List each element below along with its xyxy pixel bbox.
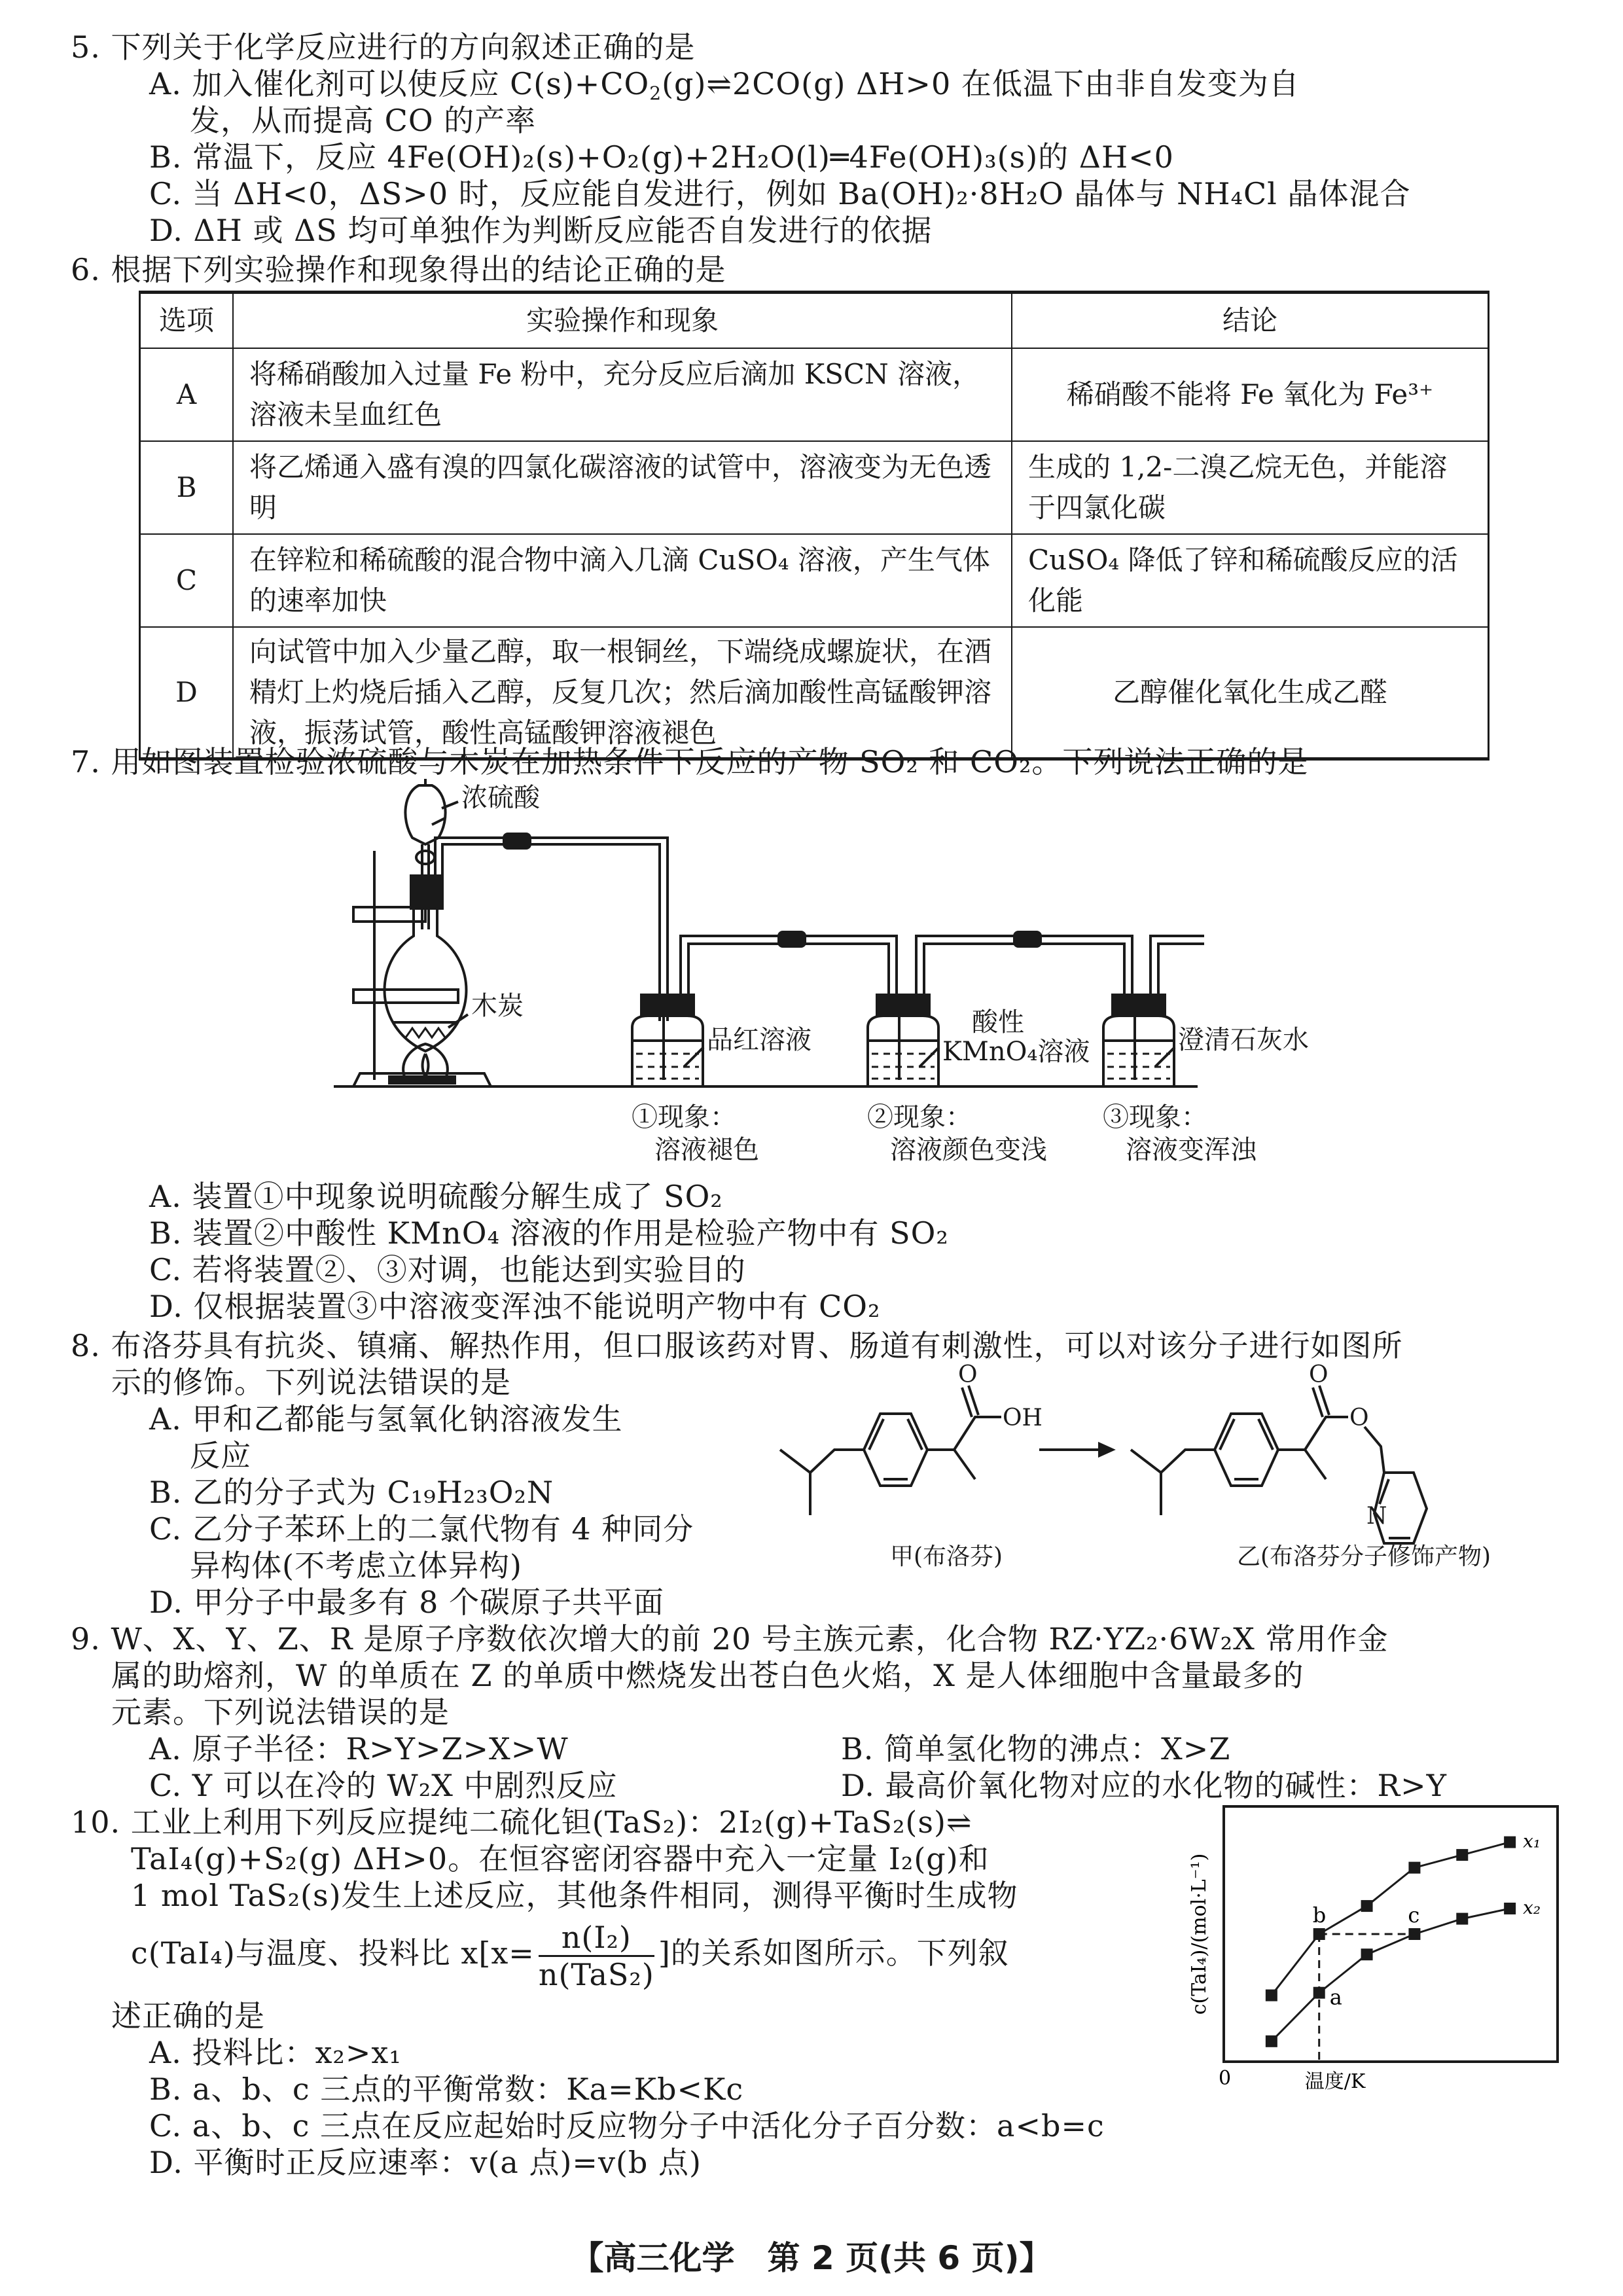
data-point <box>1456 1849 1468 1861</box>
q10-stem-line4 <box>131 1914 1009 1992</box>
label-bottle-3: 澄清石灰水 <box>1178 1025 1309 1055</box>
q8-option-c-line2: 异构体(不考虑立体异构) <box>190 1548 522 1583</box>
point-label-a: a <box>1329 1984 1342 2010</box>
cell-conclusion: 乙醇催化氧化生成乙醛 <box>1012 627 1489 759</box>
q10-stem-line5: 述正确的是 <box>111 1998 265 2034</box>
cell-option: C <box>140 534 234 627</box>
col-header-conclusion: 结论 <box>1012 293 1489 349</box>
q10-stem-line1: 10. 工业上利用下列反应提纯二硫化钽(TaS₂)：2I₂(g)+TaS₂(s)⇌ <box>71 1804 972 1840</box>
q8-molecule-diagram <box>772 1361 1584 1584</box>
q8-option-a-line1: A. 甲和乙都能与氢氧化钠溶液发生 <box>149 1401 623 1437</box>
q7-option-b: B. 装置②中酸性 KMnO₄ 溶液的作用是检验产物中有 SO₂ <box>149 1215 949 1251</box>
q9-stem-line3: 元素。下列说法错误的是 <box>111 1695 450 1730</box>
table-header-row <box>140 293 1489 349</box>
series-label-2: x₂ <box>1523 1897 1541 1918</box>
q8-stem-line1: 8. 布洛芬具有抗炎、镇痛、解热作用，但口服该药对胃、肠道有刺激性，可以对该分子进行如图所 <box>71 1328 1403 1363</box>
feed-ratio-fraction <box>539 1920 654 1992</box>
ibuprofen-structure <box>780 1386 1001 1515</box>
cell-operation: 将乙烯通入盛有溴的四氯化碳溶液的试管中，溶液变为无色透明 <box>233 441 1012 534</box>
fraction-denominator: n(TaS₂) <box>538 1956 654 1992</box>
q10-stem-line3: 1 mol TaS₂(s)发生上述反应，其他条件相同，测得平衡时生成物 <box>131 1878 1018 1913</box>
q7-stem: 7. 用如图装置检验浓硫酸与木炭在加热条件下反应的产物 SO₂ 和 CO₂。下列说法正确的是 <box>71 744 1309 780</box>
table-row <box>140 627 1489 759</box>
data-point <box>1361 1948 1373 1960</box>
q10-chart <box>1171 1793 1577 2094</box>
q9-stem-line2: 属的助熔剂，W 的单质在 Z 的单质中燃烧发出苍白色火焰，X 是人体细胞中含量最多的 <box>111 1658 1304 1693</box>
label-conc-sulfuric-acid: 浓硫酸 <box>461 783 540 813</box>
cell-operation: 向试管中加入少量乙醇，取一根铜丝，下端绕成螺旋状，在酒精灯上灼烧后插入乙醇，反复几次；然后滴加酸性高锰酸钾溶液，振荡试管，酸性高锰酸钾溶液褪色 <box>233 627 1012 759</box>
q10-option-b: B. a、b、c 三点的平衡常数：Ka=Kb<Kc <box>149 2072 744 2107</box>
round-flask <box>386 908 465 1056</box>
q5-a-part1: A. 加入催化剂可以使反应 C(s)+CO <box>149 66 650 101</box>
label-bottle-2-line2: KMnO₄溶液 <box>942 1037 1090 1067</box>
col-header-operation: 实验操作和现象 <box>233 293 1012 349</box>
x-axis-label: 温度/K <box>1304 2070 1366 2093</box>
q10-option-a: A. 投料比：x₂>x₁ <box>149 2035 402 2070</box>
cell-conclusion: CuSO₄ 降低了锌和稀硫酸反应的活化能 <box>1012 534 1489 627</box>
q9-option-c: C. Y 可以在冷的 W₂X 中剧烈反应 <box>149 1768 618 1803</box>
table-row <box>140 534 1489 627</box>
q10-stem-line4-a: c(TaI₄)与温度、投料比 x[x= <box>131 1935 535 1971</box>
q5-option-c: C. 当 ΔH<0，ΔS>0 时，反应能自发进行，例如 Ba(OH)₂·8H₂O 晶体与 NH₄Cl 晶体混合 <box>149 176 1411 211</box>
label-bottle-2-line1: 酸性 <box>972 1007 1024 1037</box>
cell-operation: 在锌粒和稀硫酸的混合物中滴入几滴 CuSO₄ 溶液，产生气体的速率加快 <box>233 534 1012 627</box>
data-point <box>1408 1862 1420 1874</box>
q9-stem-line1: 9. W、X、Y、Z、R 是原子序数依次增大的前 20 号主族元素，化合物 RZ·YZ₂·6W₂X 常用作金 <box>71 1621 1389 1657</box>
q5-option-b: B. 常温下，反应 4Fe(OH)₂(s)+O₂(g)+2H₂O(l)═4Fe(OH)₃(s)的 ΔH<0 <box>149 139 1174 175</box>
table-row <box>140 441 1489 534</box>
series-line-2 <box>1272 1909 1510 2041</box>
q8-option-c-line1: C. 乙分子苯环上的二氯代物有 4 种同分 <box>149 1511 694 1547</box>
q7-option-a: A. 装置①中现象说明硫酸分解生成了 SO₂ <box>149 1179 723 1214</box>
flask-stopper <box>411 876 442 908</box>
q5-option-a-line2: 发，从而提高 CO 的产率 <box>190 103 537 138</box>
molecule-2-label: 乙(布洛芬分子修饰产物) <box>1237 1543 1491 1570</box>
cell-operation: 将稀硝酸加入过量 Fe 粉中，充分反应后滴加 KSCN 溶液，溶液未呈血红色 <box>233 348 1012 441</box>
q10-option-c: C. a、b、c 三点在反应起始时反应物分子中活化分子百分数：a<b=c <box>149 2108 1105 2144</box>
alcohol-lamp <box>403 1044 448 1077</box>
funnel-body <box>405 785 445 844</box>
atom-o-1: O <box>958 1361 978 1388</box>
series-label-1: x₁ <box>1523 1830 1541 1852</box>
bottle-1 <box>632 995 703 1086</box>
point-label-c: c <box>1408 1903 1420 1928</box>
cell-option: D <box>140 627 234 759</box>
data-point <box>1361 1900 1373 1912</box>
bottle-2 <box>868 995 938 1086</box>
cell-conclusion: 稀硝酸不能将 Fe 氧化为 Fe³⁺ <box>1012 348 1489 441</box>
atom-o-2: O <box>1309 1361 1329 1388</box>
data-point <box>1313 1987 1325 1999</box>
q10-stem-line4-b: ]的关系如图所示。下列叙 <box>658 1935 1009 1971</box>
atom-o-3: O <box>1349 1405 1369 1431</box>
page-footer: 【高三化学 第 2 页(共 6 页)】 <box>571 2239 1052 2277</box>
col-header-option: 选项 <box>140 293 234 349</box>
obs-2-text: 溶液颜色变浅 <box>890 1135 1047 1165</box>
data-point <box>1266 2036 1277 2047</box>
table-row <box>140 348 1489 441</box>
fraction-numerator: n(I₂) <box>539 1920 654 1957</box>
obs-3-title: ③现象： <box>1103 1102 1207 1132</box>
q6-table <box>139 291 1489 761</box>
q10-stem-line2: TaI₄(g)+S₂(g) ΔH>0。在恒容密闭容器中充入一定量 I₂(g)和 <box>131 1841 990 1876</box>
q7-option-c: C. 若将装置②、③对调，也能达到实验目的 <box>149 1252 746 1287</box>
obs-3-text: 溶液变浑浊 <box>1126 1135 1257 1165</box>
obs-1-title: ①现象： <box>632 1102 736 1132</box>
series-line-1 <box>1272 1842 1510 1996</box>
q8-option-a-line2: 反应 <box>190 1438 251 1473</box>
gas-tube-1 <box>435 838 668 1021</box>
y-axis-label: c(TaI₄)/(mol·L⁻¹) <box>1188 1853 1211 2015</box>
q8-option-b: B. 乙的分子式为 C₁₉H₂₃O₂N <box>149 1475 554 1510</box>
q5-option-a-line1: A. 加入催化剂可以使反应 $C(s)+CO_2(g)\rightleftharpoons 2CO(g)$ ΔH>0 在低温下由非自发变为自 <box>149 66 1300 104</box>
q5-option-d: D. ΔH 或 ΔS 均可单独作为判断反应能否自发进行的依据 <box>149 213 933 248</box>
data-point <box>1266 1990 1277 2001</box>
molecule-1-label: 甲(布洛芬) <box>890 1543 1003 1570</box>
q10-option-d: D. 平衡时正反应速率：v(a 点)=v(b 点) <box>149 2145 702 2180</box>
label-bottle-1: 品红溶液 <box>707 1025 812 1055</box>
q8-stem-line2: 示的修饰。下列说法错误的是 <box>111 1365 511 1400</box>
cell-option: B <box>140 441 234 534</box>
data-point <box>1504 1903 1516 1914</box>
q5-a-part2: (g)⇌2CO(g) ΔH>0 在低温下由非自发变为自 <box>662 66 1300 101</box>
data-point <box>1313 1928 1325 1940</box>
q9-option-a: A. 原子半径：R>Y>Z>X>W <box>149 1731 569 1767</box>
data-point <box>1504 1837 1516 1848</box>
ring-support <box>353 990 458 1003</box>
data-point <box>1456 1913 1468 1925</box>
obs-1-text: 溶液褪色 <box>654 1135 759 1165</box>
q8-option-d: D. 甲分子中最多有 8 个碳原子共平面 <box>149 1585 664 1620</box>
origin-label: 0 <box>1219 2067 1232 2090</box>
obs-2-title: ②现象： <box>867 1102 972 1132</box>
q6-stem: 6. 根据下列实验操作和现象得出的结论正确的是 <box>71 252 726 287</box>
atom-n: N <box>1366 1503 1387 1530</box>
q7-apparatus-diagram <box>327 779 1374 1172</box>
q7-option-d: D. 仅根据装置③中溶液变浑浊不能说明产物中有 CO₂ <box>149 1289 881 1324</box>
label-charcoal: 木炭 <box>471 991 524 1021</box>
data-point <box>1408 1928 1420 1940</box>
stopcock <box>416 851 435 864</box>
q9-option-b: B. 简单氢化物的沸点：X>Z <box>841 1731 1231 1767</box>
q9-option-d: D. 最高价氧化物对应的水化物的碱性：R>Y <box>841 1768 1448 1803</box>
point-label-b: b <box>1312 1903 1327 1928</box>
q5-stem: 5. 下列关于化学反应进行的方向叙述正确的是 <box>71 29 696 65</box>
bottle-3 <box>1103 995 1174 1086</box>
cell-option: A <box>140 348 234 441</box>
atom-oh: OH <box>1003 1405 1043 1431</box>
cell-conclusion: 生成的 1,2-二溴乙烷无色，并能溶于四氯化碳 <box>1012 441 1489 534</box>
